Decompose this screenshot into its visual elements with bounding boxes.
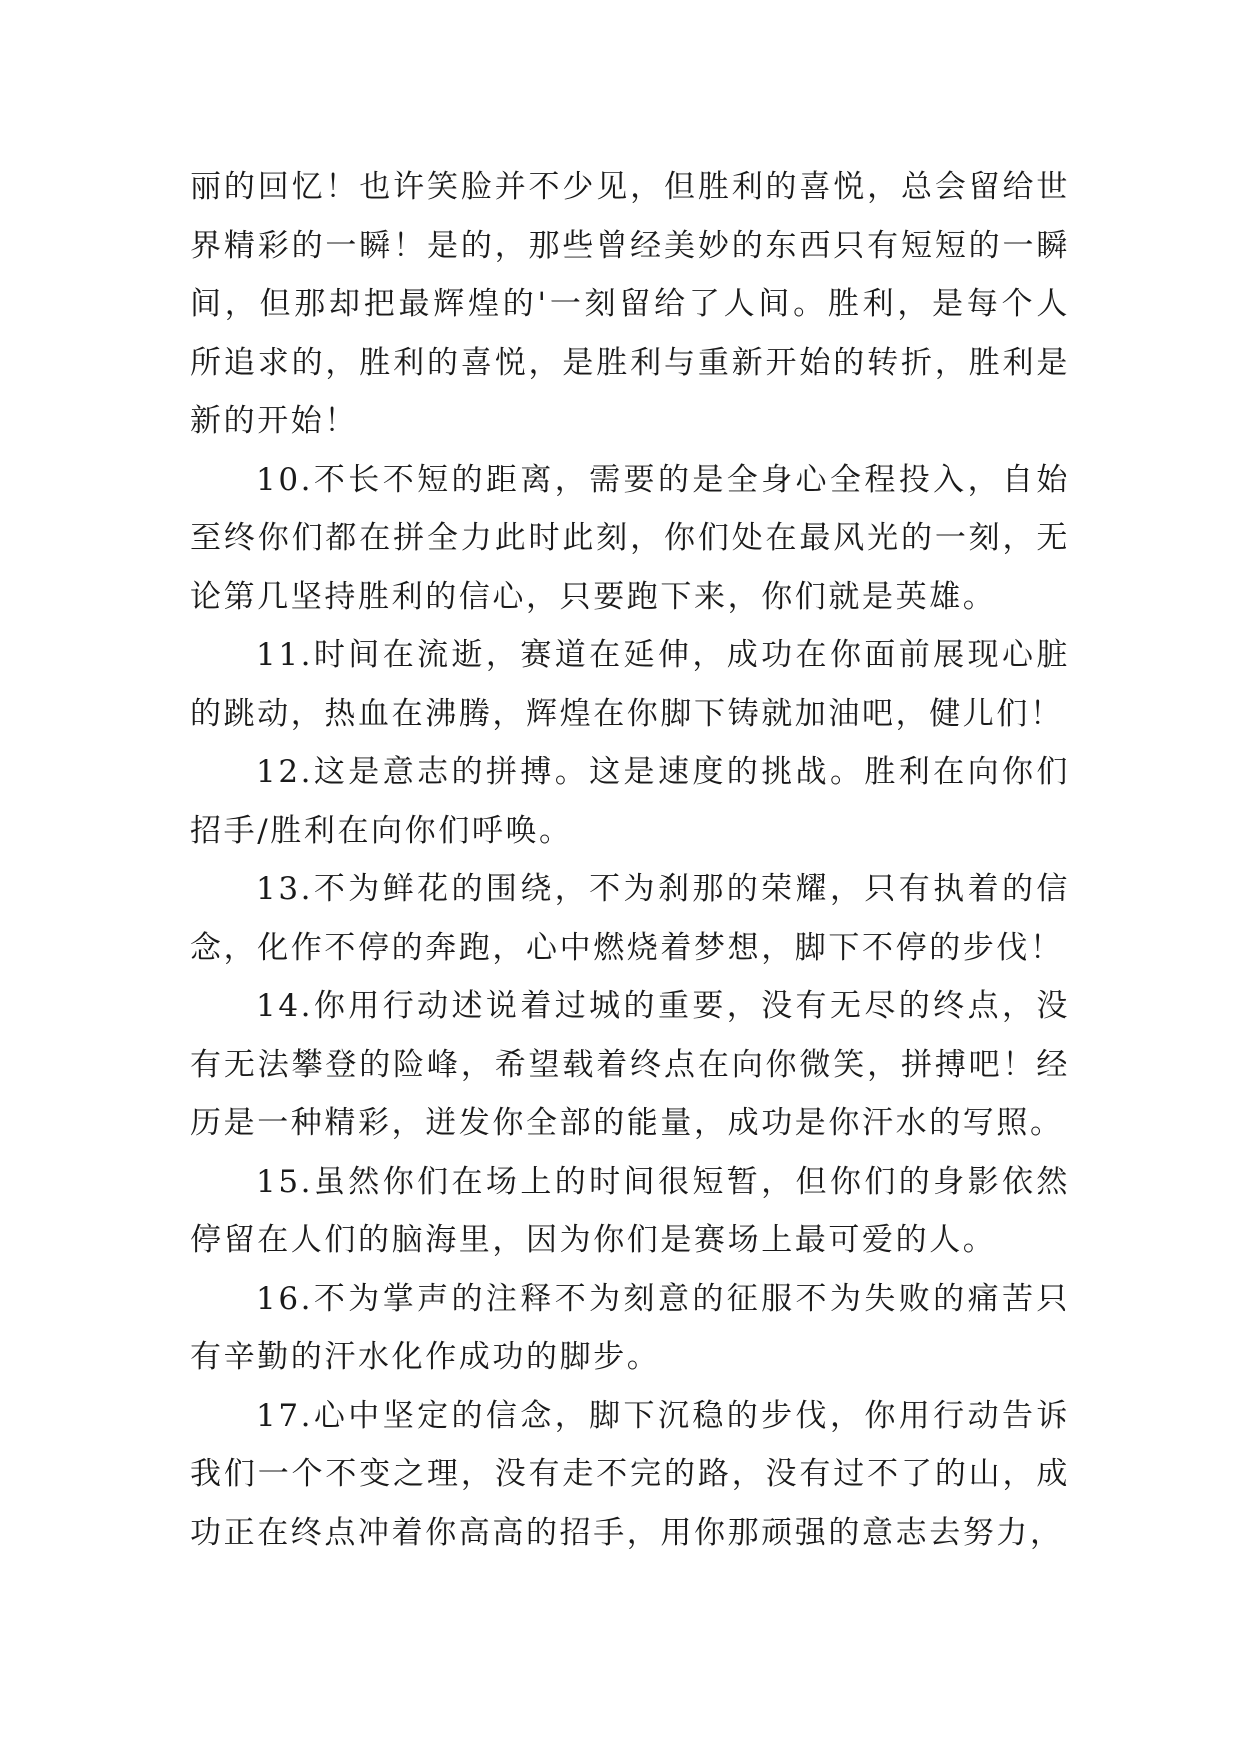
paragraph-continuation: 丽的回忆！也许笑脸并不少见，但胜利的喜悦，总会留给世界精彩的一瞬！是的，那些曾经美妙的东西只有短短的一瞬间，但那却把最辉煌的'一刻留给了人间。胜利，是每个人所追求的，胜利的喜悦，是胜利与重新开始的转折，胜利是新的开始！ [190,169,1070,439]
paragraph-item-14: 14.你用行动述说着过城的重要，没有无尽的终点，没有无法攀登的险峰，希望载着终点在向你微笑，拼搏吧！经历是一种精彩，迸发你全部的能量，成功是你汗水的写照。 [190,988,1070,1141]
paragraph-item-15: 15.虽然你们在场上的时间很短暂，但你们的身影依然停留在人们的脑海里，因为你们是赛场上最可爱的人。 [190,1163,1070,1258]
paragraph-item-11: 11.时间在流逝，赛道在延伸，成功在你面前展现心脏的跳动，热血在沸腾，辉煌在你脚下铸就加油吧，健儿们！ [190,637,1070,732]
paragraph-item-16: 16.不为掌声的注释不为刻意的征服不为失败的痛苦只有辛勤的汗水化作成功的脚步。 [190,1280,1070,1375]
paragraph-item-17: 17.心中坚定的信念，脚下沉稳的步伐，你用行动告诉我们一个不变之理，没有走不完的路，没有过不了的山，成功正在终点冲着你高高的招手，用你那顽强的意志去努力， [190,1397,1070,1551]
paragraph-item-13: 13.不为鲜花的围绕，不为刹那的荣耀，只有执着的信念，化作不停的奔跑，心中燃烧着梦想，脚下不停的步伐！ [190,871,1070,966]
document-body [190,158,1070,1562]
paragraph-item-12: 12.这是意志的拼搏。这是速度的挑战。胜利在向你们招手/胜利在向你们呼唤。 [190,754,1070,849]
paragraph-item-10: 10.不长不短的距离，需要的是全身心全程投入，自始至终你们都在拼全力此时此刻，你们处在最风光的一刻，无论第几坚持胜利的信心，只要跑下来，你们就是英雄。 [190,461,1070,615]
